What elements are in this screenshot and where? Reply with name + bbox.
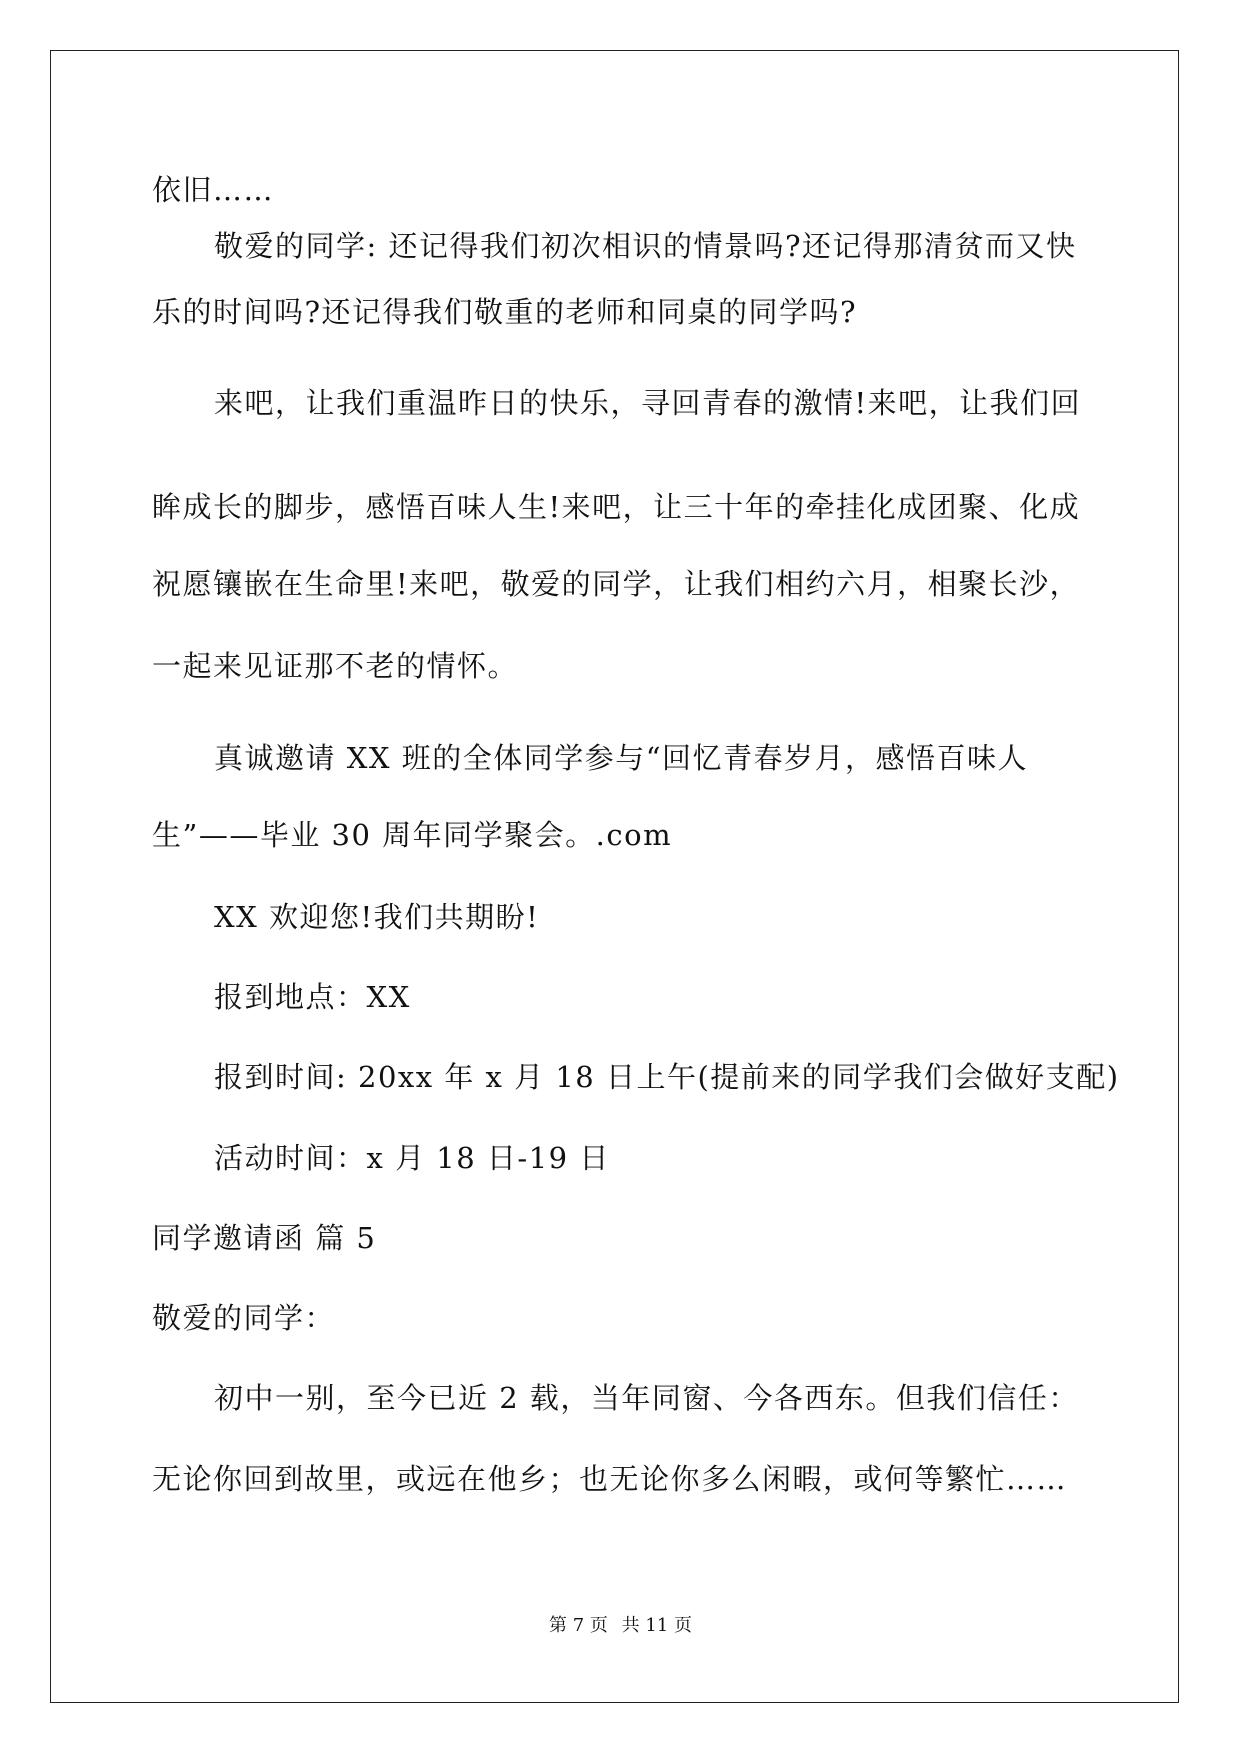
text-line: 依旧…… xyxy=(152,173,275,207)
section-heading: 同学邀请函 篇 5 xyxy=(152,1221,377,1255)
text-line: 活动时间：x 月 18 日-19 日 xyxy=(214,1141,610,1175)
text-line: 眸成长的脚步，感悟百味人生!来吧，让三十年的牵挂化成团聚、化成 xyxy=(152,490,1081,524)
text-line: 生”——毕业 30 周年同学聚会。.com xyxy=(152,818,673,852)
text-line: 祝愿镶嵌在生命里!来吧，敬爱的同学，让我们相约六月，相聚长沙， xyxy=(152,567,1081,601)
text-line: 一起来见证那不老的情怀。 xyxy=(152,649,519,683)
text-line: XX 欢迎您!我们共期盼! xyxy=(214,900,540,934)
page-number: 第 7 页 xyxy=(549,1615,608,1636)
text-line: 乐的时间吗?还记得我们敬重的老师和同桌的同学吗? xyxy=(152,295,858,329)
text-line: 初中一别，至今已近 2 载，当年同窗、今各西东。但我们信任： xyxy=(214,1381,1079,1415)
text-line: 真诚邀请 XX 班的全体同学参与“回忆青春岁月，感悟百味人 xyxy=(214,741,1029,775)
page-total: 共 11 页 xyxy=(621,1615,692,1636)
text-line: 敬爱的同学: 还记得我们初次相识的情景吗?还记得那清贫而又快 xyxy=(214,229,1077,263)
page-footer xyxy=(0,1614,1241,1638)
text-line: 报到时间: 20xx 年 x 月 18 日上午(提前来的同学我们会做好支配) xyxy=(214,1060,1120,1094)
text-line: 无论你回到故里，或远在他乡；也无论你多么闲暇，或何等繁忙…… xyxy=(152,1462,1068,1496)
text-line: 报到地点：XX xyxy=(214,980,411,1014)
text-line: 来吧，让我们重温昨日的快乐，寻回青春的激情!来吧，让我们回 xyxy=(214,386,1082,420)
salutation: 敬爱的同学： xyxy=(152,1301,336,1335)
